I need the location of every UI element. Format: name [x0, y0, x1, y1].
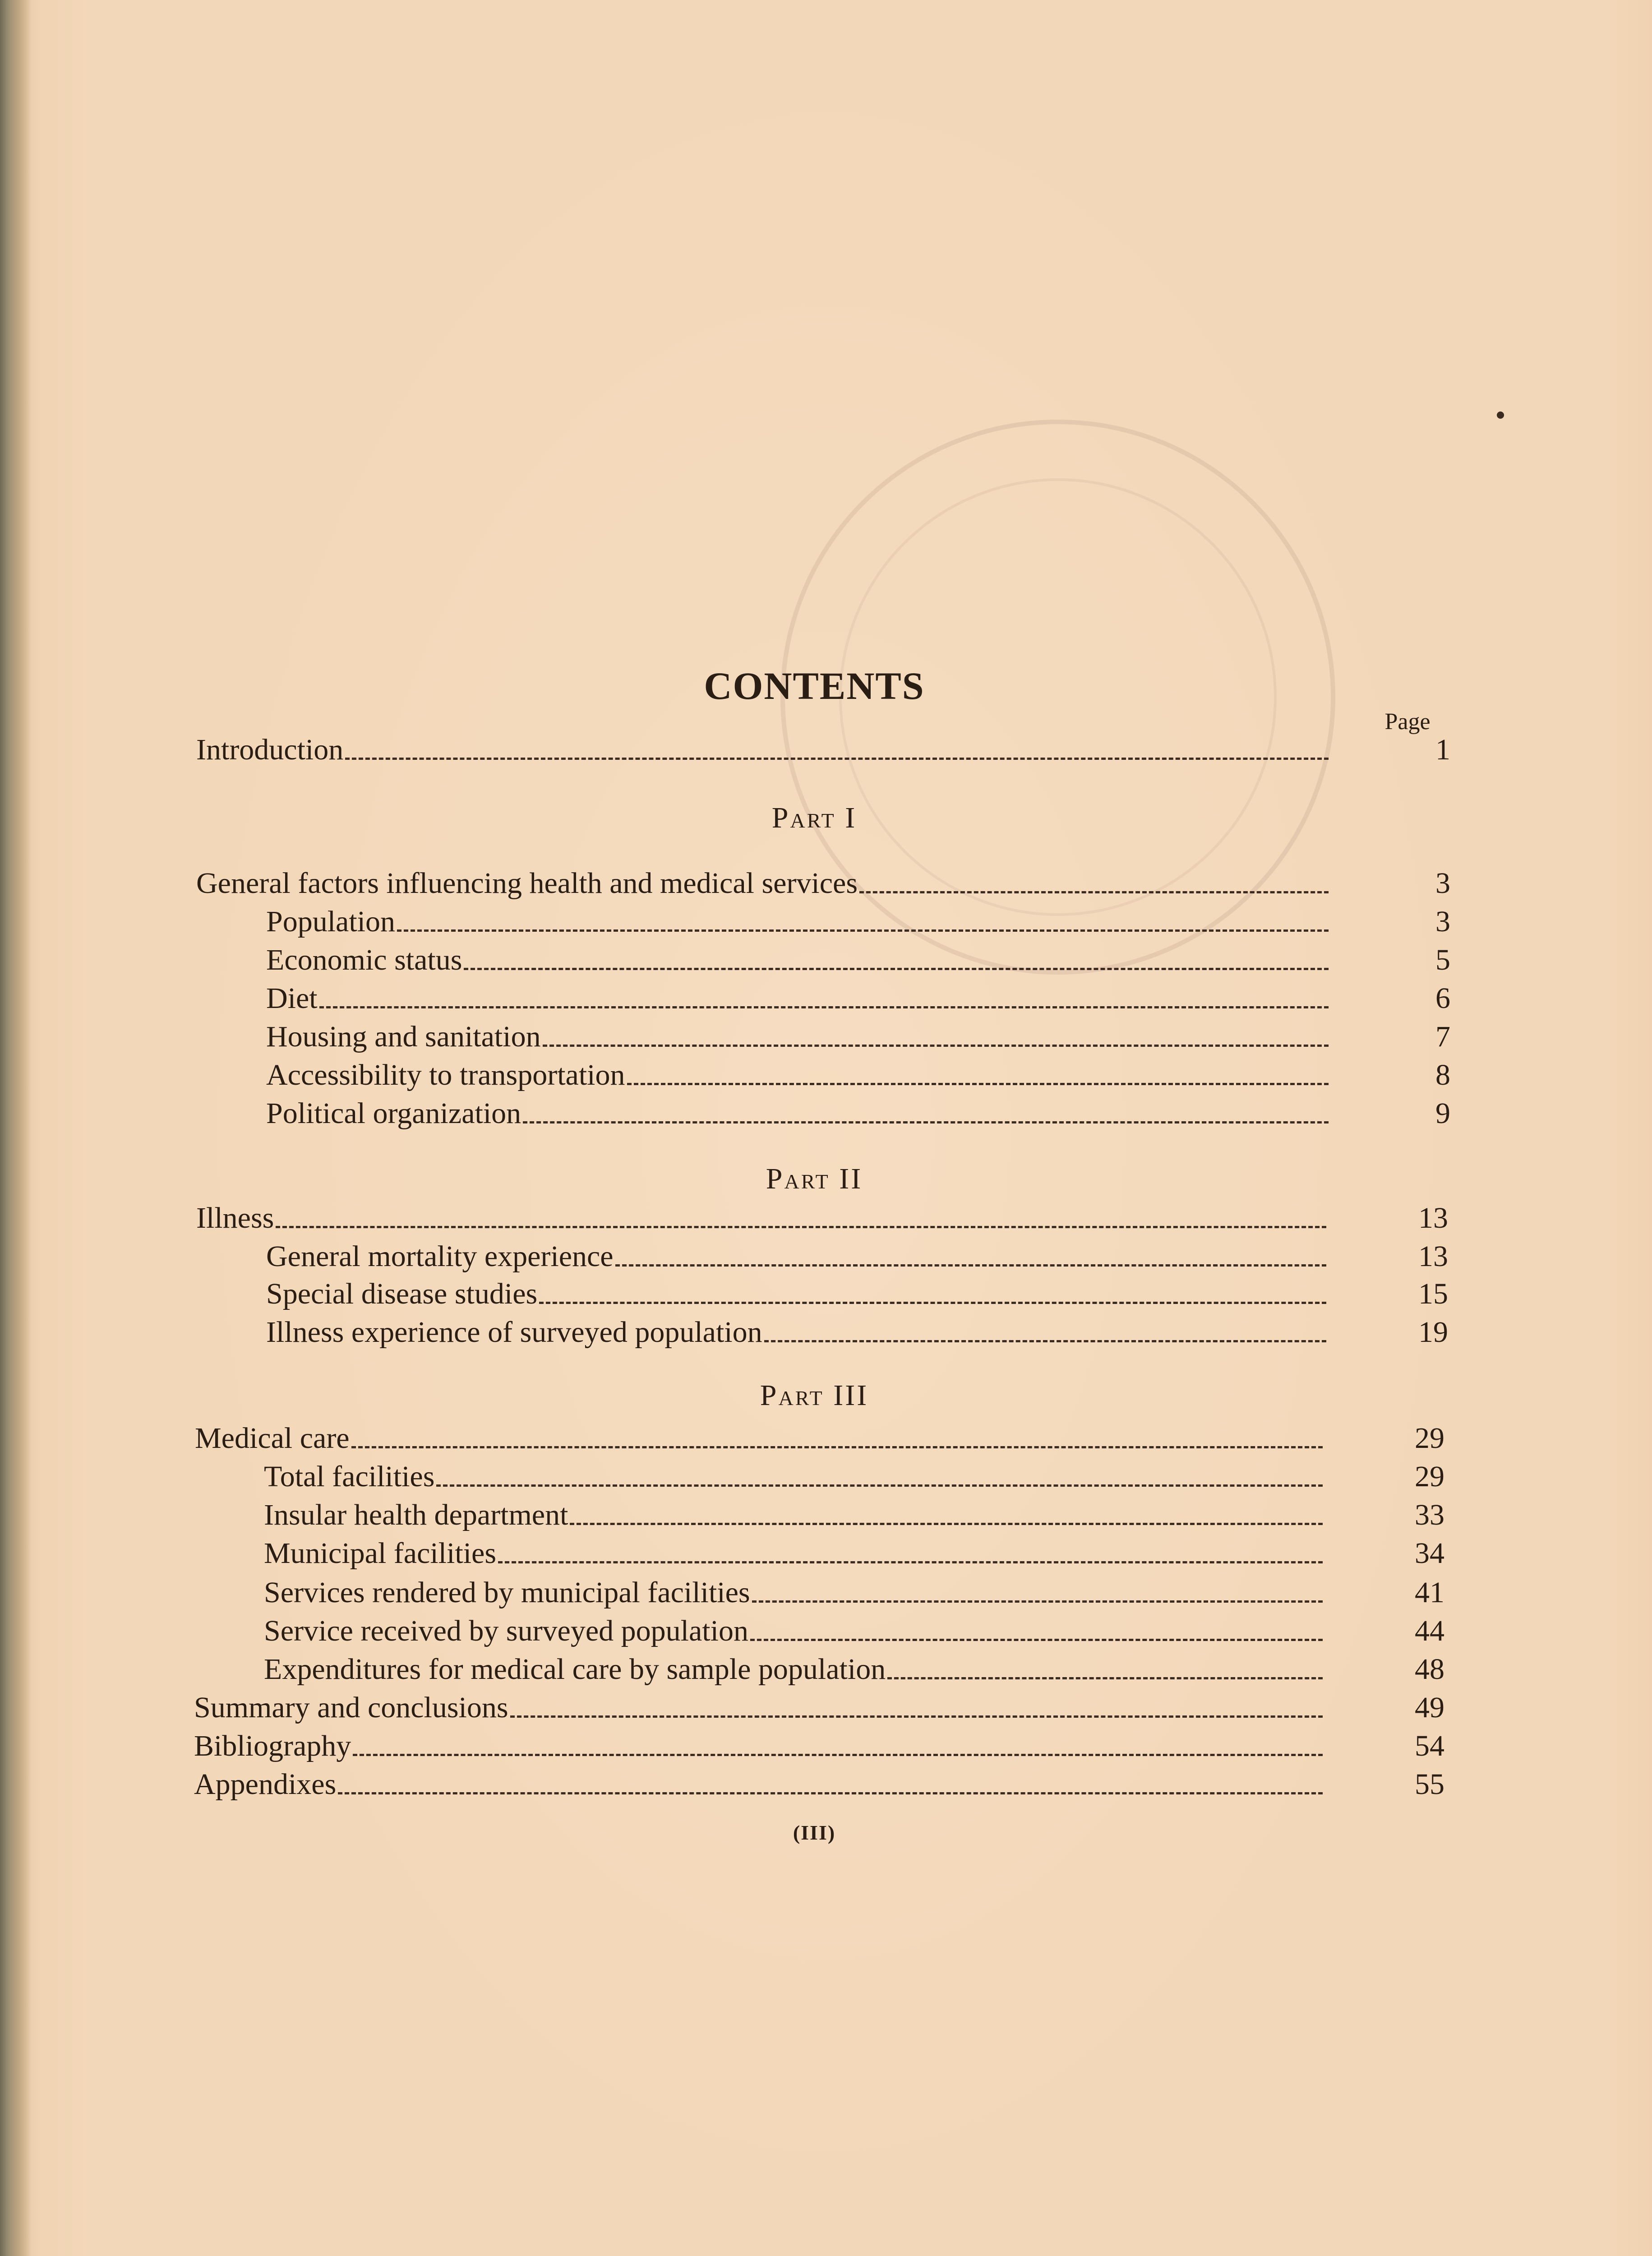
- toc-page-number: 48: [1415, 1653, 1444, 1686]
- toc-page-number: 15: [1418, 1277, 1448, 1310]
- toc-title: General factors influencing health and medical services: [196, 867, 858, 900]
- toc-page-number: 33: [1415, 1498, 1444, 1531]
- toc-entry: [266, 1096, 1450, 1132]
- toc-entry: [264, 1575, 1444, 1611]
- toc-entry: [264, 1613, 1444, 1649]
- toc-row: [0, 1575, 1652, 1611]
- toc-title: Insular health department: [264, 1498, 568, 1531]
- toc-entry: [196, 732, 1450, 768]
- toc-title: Special disease studies: [266, 1277, 538, 1310]
- toc-title: General mortality experience: [266, 1240, 614, 1273]
- toc-row: [0, 1535, 1652, 1572]
- toc-page-number: 29: [1415, 1460, 1444, 1493]
- dot-leader: [319, 1006, 1329, 1008]
- dot-leader: [436, 1484, 1323, 1487]
- toc-row: [0, 732, 1652, 768]
- toc-entry: [194, 1766, 1444, 1803]
- toc-title: Illness experience of surveyed population: [266, 1316, 762, 1349]
- dot-leader: [615, 1264, 1326, 1267]
- toc-page-number: 13: [1418, 1240, 1448, 1273]
- dot-leader: [750, 1639, 1323, 1641]
- dot-leader: [523, 1121, 1329, 1123]
- toc-row: [0, 1728, 1652, 1764]
- toc-page-number: 54: [1415, 1729, 1444, 1762]
- contents-heading: CONTENTS: [704, 664, 925, 707]
- toc-title: Appendixes: [194, 1768, 337, 1801]
- toc-row: [0, 904, 1652, 940]
- toc-entry: [196, 865, 1450, 901]
- toc-entry: [266, 1239, 1448, 1275]
- toc-entry: [266, 904, 1450, 940]
- dot-leader: [353, 1754, 1323, 1756]
- toc-title: Medical care: [195, 1422, 350, 1455]
- toc-row: [0, 980, 1652, 1017]
- toc-entry: [266, 980, 1450, 1017]
- toc-row: [0, 1276, 1652, 1312]
- toc-title: Illness: [196, 1202, 274, 1234]
- dot-leader: [464, 968, 1329, 970]
- toc-page-number: 44: [1415, 1614, 1444, 1647]
- toc-row: [0, 1613, 1652, 1649]
- dot-leader: [627, 1083, 1329, 1085]
- dot-leader: [752, 1600, 1323, 1603]
- toc-title: Expenditures for medical care by sample population: [264, 1653, 886, 1686]
- toc-row: [0, 1766, 1652, 1803]
- toc-title: Political organization: [266, 1097, 521, 1130]
- dot-leader: [887, 1677, 1323, 1679]
- toc-entry: [264, 1651, 1444, 1687]
- toc-entry: [266, 1276, 1448, 1312]
- toc-row: [0, 1651, 1652, 1687]
- toc-title: Municipal facilities: [264, 1537, 497, 1570]
- dot-leader: [338, 1792, 1323, 1794]
- dot-leader: [276, 1226, 1326, 1228]
- toc-row: [0, 942, 1652, 978]
- toc-entry: [194, 1690, 1444, 1726]
- toc-page-number: 13: [1418, 1202, 1448, 1234]
- toc-page-number: 8: [1435, 1059, 1450, 1091]
- toc-title: Bibliography: [194, 1729, 351, 1762]
- toc-page-number: 3: [1435, 867, 1450, 900]
- toc-page-number: 34: [1415, 1537, 1444, 1570]
- toc-entry: [264, 1535, 1444, 1572]
- page-column-label: Page: [1384, 709, 1431, 735]
- toc-title: Housing and sanitation: [266, 1020, 541, 1053]
- toc-entry: [264, 1459, 1444, 1495]
- dot-leader: [345, 758, 1329, 760]
- toc-row: [0, 1314, 1652, 1350]
- toc-row: [0, 1200, 1652, 1236]
- toc-entry: [266, 1314, 1448, 1350]
- toc-page-number: 19: [1418, 1316, 1448, 1349]
- toc-page-number: 5: [1435, 943, 1450, 976]
- toc-title: Service received by surveyed population: [264, 1614, 748, 1647]
- toc-row: [0, 1057, 1652, 1093]
- toc-row: [0, 1459, 1652, 1495]
- dot-leader: [543, 1045, 1329, 1047]
- toc-page-number: 6: [1435, 982, 1450, 1015]
- toc-page-number: 1: [1435, 733, 1450, 766]
- toc-row: [0, 1420, 1652, 1456]
- toc-title: Total facilities: [264, 1460, 435, 1493]
- dot-leader: [397, 929, 1329, 932]
- toc-entry: [196, 1200, 1448, 1236]
- toc-row: [0, 865, 1652, 901]
- dot-leader: [498, 1561, 1323, 1563]
- toc-row: [0, 1019, 1652, 1055]
- toc-entry: [195, 1420, 1444, 1456]
- toc-page-number: 9: [1435, 1097, 1450, 1130]
- toc-title: Accessibility to transportation: [266, 1059, 625, 1091]
- toc-page-number: 55: [1415, 1768, 1444, 1801]
- toc-row: [0, 1239, 1652, 1275]
- toc-title: Diet: [266, 982, 318, 1015]
- toc-page-number: 29: [1415, 1422, 1444, 1455]
- toc-page-number: 3: [1435, 905, 1450, 938]
- toc-title: Economic status: [266, 943, 462, 976]
- dot-leader: [539, 1302, 1326, 1304]
- part-heading: Part III: [760, 1379, 869, 1412]
- toc-entry: [194, 1728, 1444, 1764]
- toc-row: [0, 1497, 1652, 1533]
- page-folio: (III): [793, 1821, 836, 1844]
- dot-leader: [351, 1446, 1323, 1448]
- toc-title: Services rendered by municipal facilities: [264, 1576, 750, 1609]
- toc-row: [0, 1096, 1652, 1132]
- toc-page-number: 49: [1415, 1691, 1444, 1724]
- dot-leader: [510, 1715, 1323, 1718]
- toc-entry: [266, 1057, 1450, 1093]
- toc-page-number: 7: [1435, 1020, 1450, 1053]
- toc-title: Population: [266, 905, 396, 938]
- dot-leader: [570, 1523, 1323, 1525]
- toc-page-number: 41: [1415, 1576, 1444, 1609]
- toc-row: [0, 1690, 1652, 1726]
- toc-title: Summary and conclusions: [194, 1691, 508, 1724]
- toc-title: Introduction: [196, 733, 344, 766]
- part-heading: Part I: [771, 801, 857, 834]
- toc-entry: [266, 1019, 1450, 1055]
- part-heading: Part II: [766, 1162, 863, 1195]
- dot-leader: [859, 891, 1329, 893]
- toc-entry: [266, 942, 1450, 978]
- ink-speck: [1497, 411, 1504, 419]
- dot-leader: [764, 1340, 1326, 1342]
- toc-entry: [264, 1497, 1444, 1533]
